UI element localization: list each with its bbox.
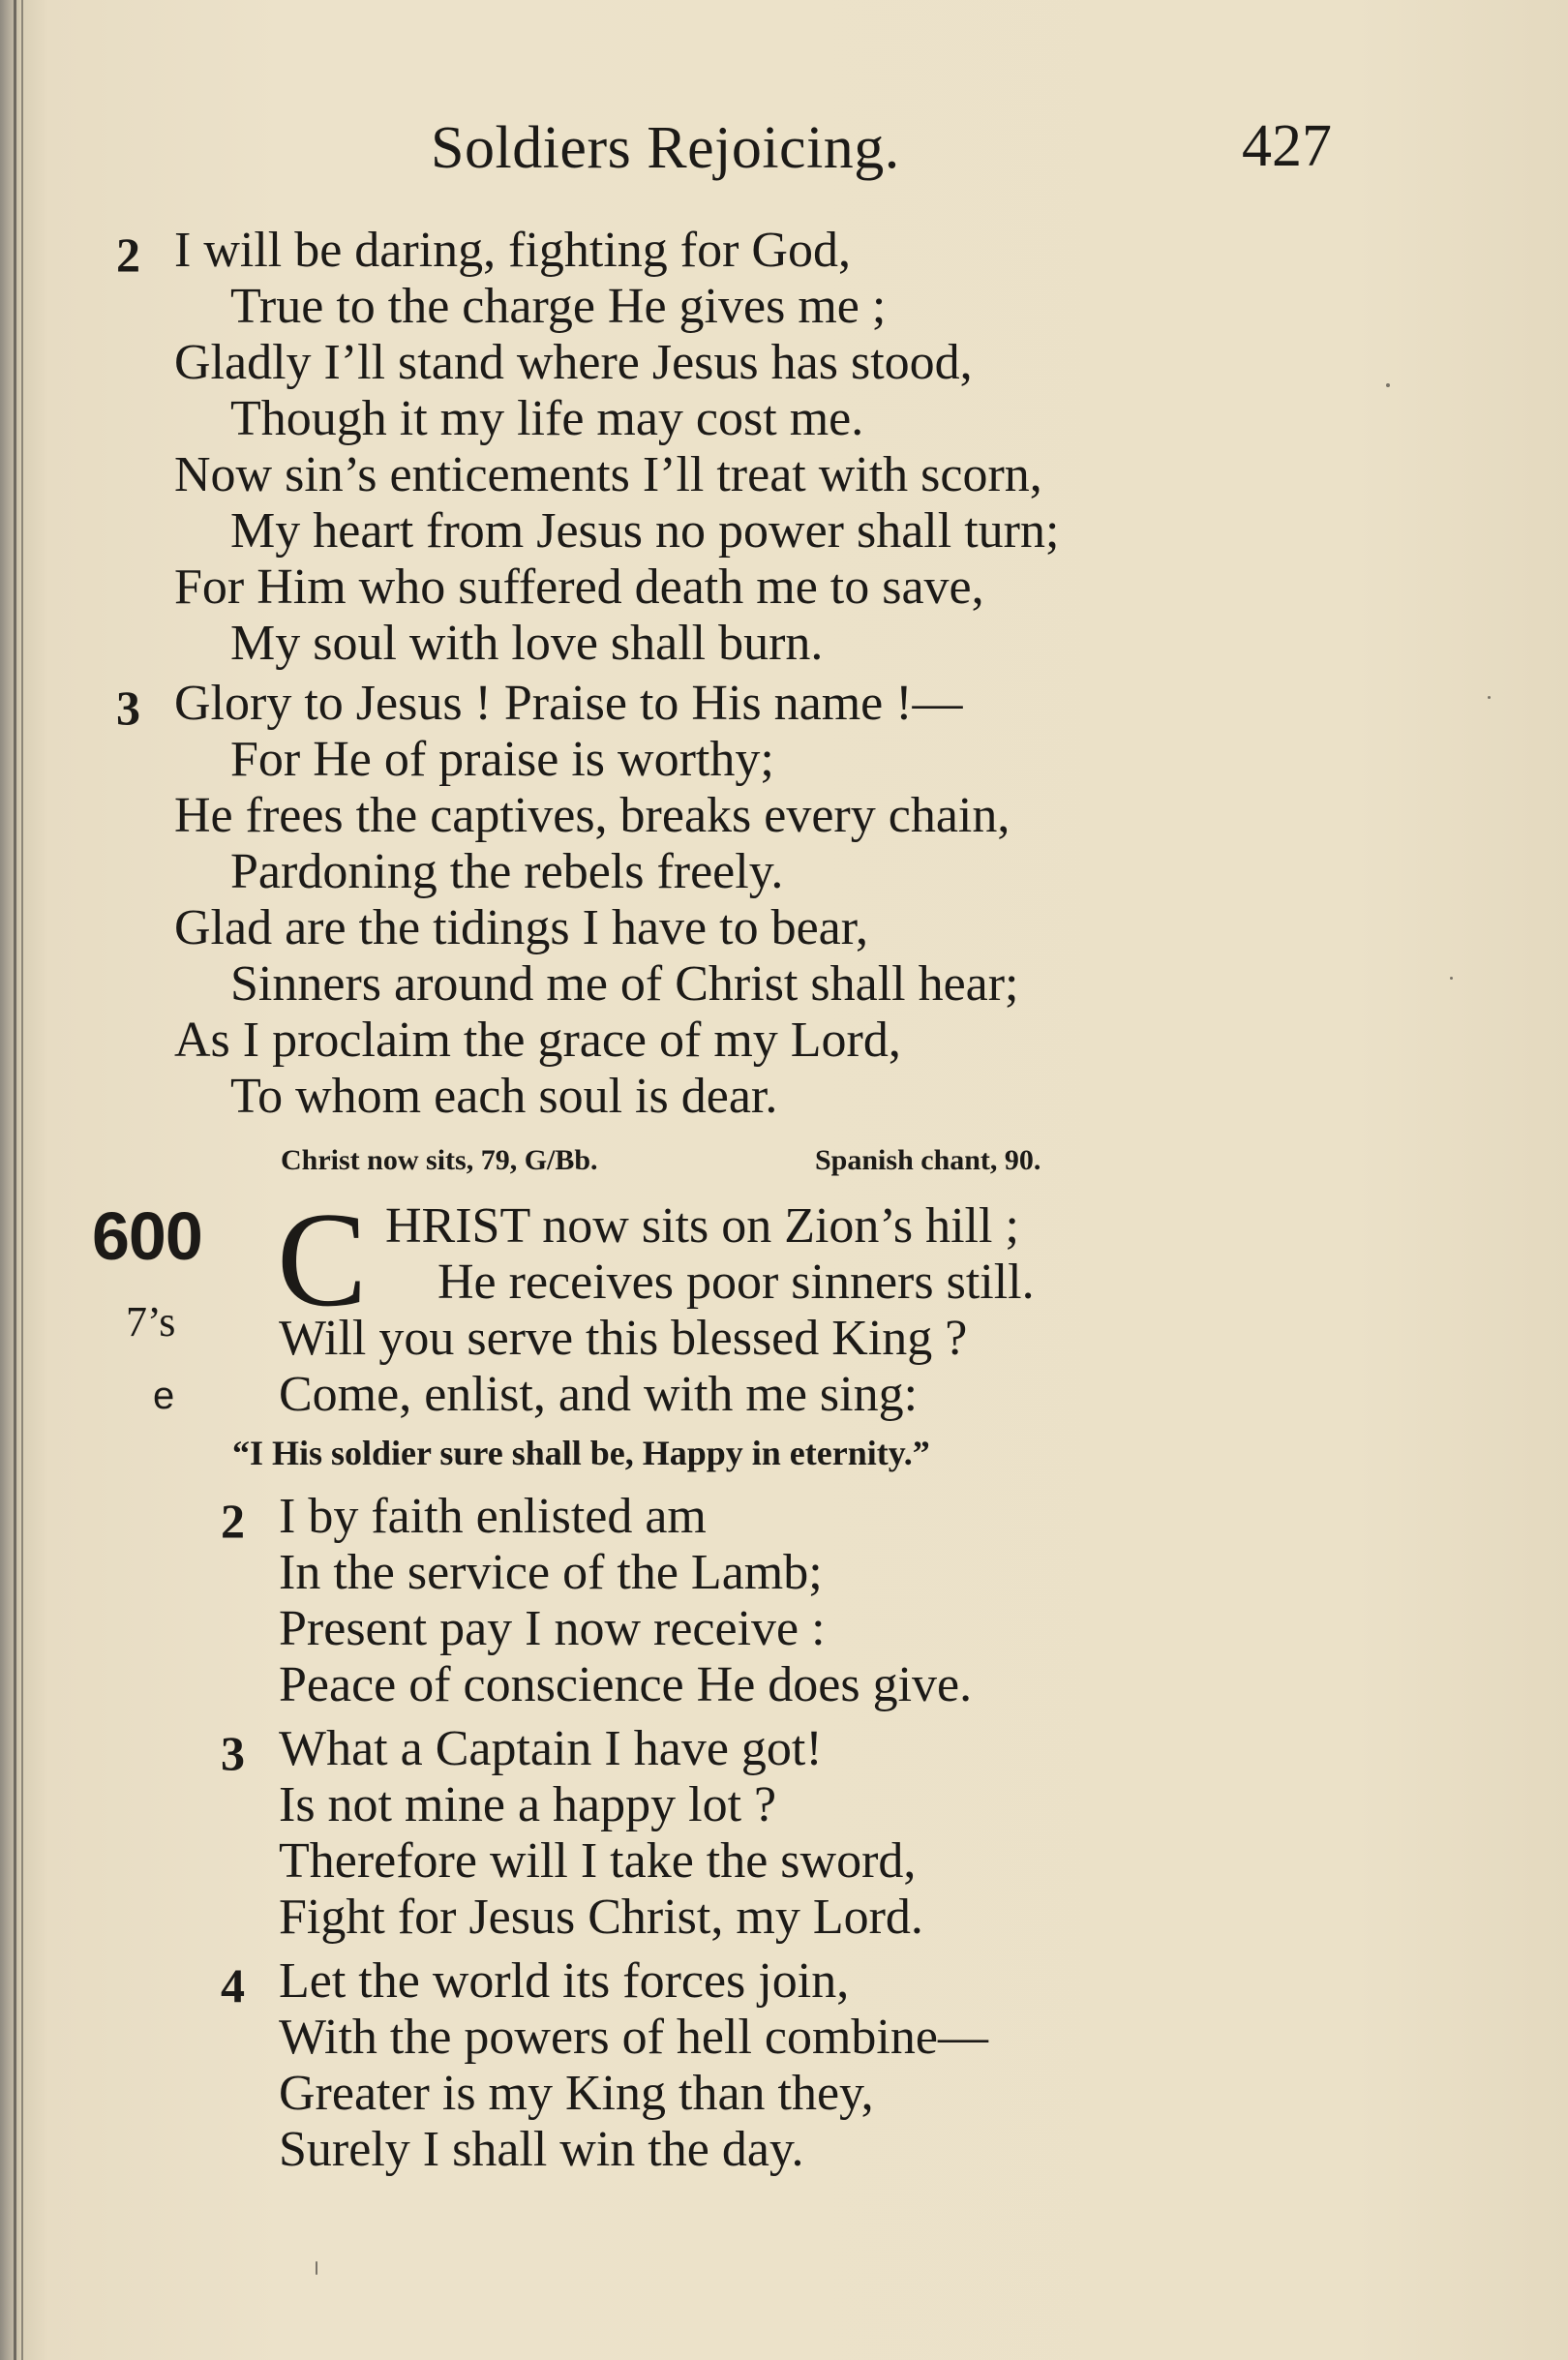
- verse-number: 3: [221, 1726, 245, 1780]
- verse-number: 2: [116, 227, 140, 282]
- verse-line: He receives poor sinners still.: [437, 1255, 1035, 1310]
- verse-line: Surely I shall win the day.: [279, 2122, 804, 2177]
- page-title: Soldiers Rejoicing.: [431, 115, 900, 181]
- verse-number: 2: [221, 1494, 245, 1548]
- verse-line: Pardoning the rebels freely.: [230, 844, 784, 899]
- verse-line: Glad are the tidings I have to bear,: [174, 900, 868, 955]
- verse-line: My heart from Jesus no power shall turn;: [230, 503, 1060, 559]
- verse-number: 4: [221, 1958, 245, 2012]
- hymn-number: 600: [92, 1198, 202, 1274]
- verse-line: What a Captain I have got!: [279, 1721, 823, 1776]
- verse-line: Is not mine a happy lot ?: [279, 1777, 777, 1832]
- verse-line: Gladly I’ll stand where Jesus has stood,: [174, 335, 973, 390]
- verse-line: Greater is my King than they,: [279, 2066, 874, 2121]
- verse-line: To whom each soul is dear.: [230, 1069, 778, 1124]
- verse-line: Glory to Jesus ! Praise to His name !—: [174, 676, 963, 731]
- verse-line: Present pay I now receive :: [279, 1601, 826, 1656]
- verse-line: Let the world its forces join,: [279, 1953, 850, 2009]
- paper-speck: [1450, 977, 1453, 980]
- spine-edge: [14, 0, 16, 2360]
- tune-reference: Christ now sits, 79, G/Bb.: [281, 1144, 598, 1176]
- paper-speck: [1386, 383, 1390, 387]
- verse-line: True to the charge He gives me ;: [230, 279, 887, 334]
- verse-line: As I proclaim the grace of my Lord,: [174, 1013, 901, 1068]
- verse-line: Therefore will I take the sword,: [279, 1833, 917, 1889]
- verse-line: In the service of the Lamb;: [279, 1545, 823, 1600]
- drop-cap: C: [277, 1185, 368, 1335]
- spine-edge: [21, 0, 23, 2360]
- verse-line: Now sin’s enticements I’ll treat with scorn,: [174, 447, 1042, 502]
- page-number: 427: [1242, 113, 1332, 179]
- verse-line: Fight for Jesus Christ, my Lord.: [279, 1890, 923, 1945]
- verse-line: Sinners around me of Christ shall hear;: [230, 956, 1019, 1012]
- verse-line: He frees the captives, breaks every chain,: [174, 788, 1010, 843]
- verse-line: For Him who suffered death me to save,: [174, 560, 984, 615]
- verse-line: HRIST now sits on Zion’s hill ;: [385, 1198, 1019, 1254]
- verse-line: Will you serve this blessed King ?: [279, 1311, 968, 1366]
- verse-line: I will be daring, fighting for God,: [174, 223, 851, 278]
- verse-number: 3: [116, 681, 140, 735]
- verse-line: I by faith enlisted am: [279, 1489, 707, 1544]
- tune-reference-alt: Spanish chant, 90.: [815, 1144, 1041, 1176]
- paper-speck: [1488, 696, 1491, 699]
- verse-line: My soul with love shall burn.: [230, 616, 824, 671]
- paper-speck: [316, 2261, 317, 2275]
- verse-line: Peace of conscience He does give.: [279, 1657, 973, 1712]
- chorus: “I His soldier sure shall be, Happy in eternity.”: [232, 1434, 930, 1472]
- verse-line: Come, enlist, and with me sing:: [279, 1367, 919, 1422]
- hymn-key: e: [153, 1375, 175, 1417]
- hymn-meter: 7’s: [126, 1298, 176, 1346]
- verse-line: Though it my life may cost me.: [230, 391, 864, 446]
- verse-line: With the powers of hell combine—: [279, 2010, 988, 2065]
- verse-line: For He of praise is worthy;: [230, 732, 774, 787]
